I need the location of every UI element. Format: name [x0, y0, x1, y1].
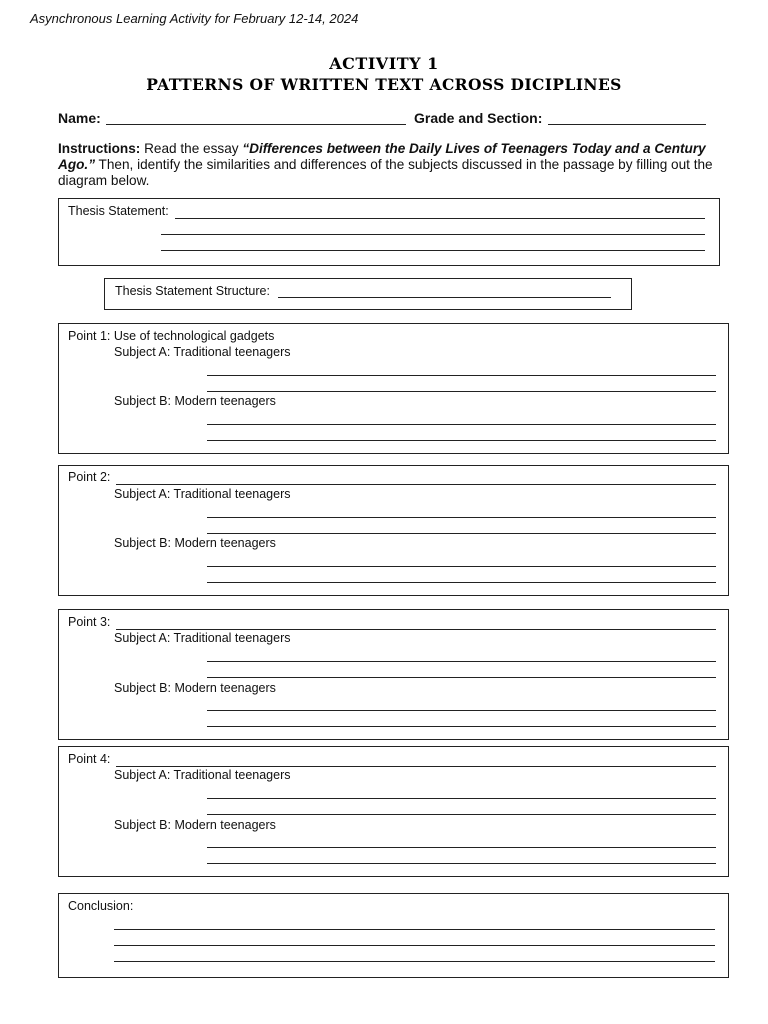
thesis-structure-box	[104, 278, 632, 310]
subject-a-line-1[interactable]	[207, 517, 716, 518]
point-box-4	[58, 746, 729, 877]
grade-label: Grade and Section:	[414, 110, 543, 126]
point-label: Point 3:	[68, 615, 111, 629]
point-label: Point 2:	[68, 470, 111, 484]
thesis-structure-line[interactable]	[278, 297, 611, 298]
subject-b-line-2[interactable]	[207, 440, 716, 441]
thesis-box	[58, 198, 720, 266]
name-label: Name:	[58, 110, 101, 126]
point-label: Point 1: Use of technological gadgets	[68, 329, 275, 343]
instructions-lead: Read the essay	[140, 141, 243, 156]
subject-b-line-1[interactable]	[207, 424, 716, 425]
subject-a-label: Subject A: Traditional teenagers	[114, 487, 291, 501]
point-box-1	[58, 323, 729, 454]
point-box-3	[58, 609, 729, 740]
conclusion-line-3[interactable]	[114, 961, 715, 962]
point-box-2	[58, 465, 729, 596]
point-title-line[interactable]	[116, 629, 716, 630]
point-title-line[interactable]	[116, 484, 716, 485]
header-note: Asynchronous Learning Activity for February 12-14, 2024	[30, 11, 359, 26]
conclusion-line-1[interactable]	[114, 929, 715, 930]
activity-subtitle: PATTERNS OF WRITTEN TEXT ACROSS DICIPLINES	[146, 75, 622, 94]
thesis-label: Thesis Statement:	[68, 204, 169, 218]
conclusion-line-2[interactable]	[114, 945, 715, 946]
subject-a-line-1[interactable]	[207, 661, 716, 662]
subject-a-label: Subject A: Traditional teenagers	[114, 345, 291, 359]
subject-b-label: Subject B: Modern teenagers	[114, 681, 276, 695]
thesis-structure-label: Thesis Statement Structure:	[115, 284, 270, 298]
instructions	[58, 141, 718, 189]
instructions-label: Instructions:	[58, 141, 141, 156]
subject-b-line-2[interactable]	[207, 726, 716, 727]
point-label: Point 4:	[68, 752, 111, 766]
subject-b-line-1[interactable]	[207, 566, 716, 567]
conclusion-label: Conclusion:	[68, 899, 134, 913]
instructions-rest: Then, identify the similarities and differences of the subjects discussed in the passage by filling out the diagram below.	[58, 157, 713, 188]
subject-b-label: Subject B: Modern teenagers	[114, 818, 276, 832]
grade-field[interactable]	[548, 124, 706, 125]
subject-b-label: Subject B: Modern teenagers	[114, 536, 276, 550]
activity-title: ACTIVITY 1	[329, 54, 439, 73]
subject-b-line-2[interactable]	[207, 582, 716, 583]
subject-b-line-2[interactable]	[207, 863, 716, 864]
subject-a-label: Subject A: Traditional teenagers	[114, 768, 291, 782]
subject-a-line-2[interactable]	[207, 533, 716, 534]
subject-a-line-1[interactable]	[207, 798, 716, 799]
subject-a-label: Subject A: Traditional teenagers	[114, 631, 291, 645]
subject-a-line-2[interactable]	[207, 677, 716, 678]
conclusion-box	[58, 893, 729, 978]
point-title-line[interactable]	[116, 766, 716, 767]
subject-b-line-1[interactable]	[207, 710, 716, 711]
essay-title: “Differences between the Daily Lives of Teenagers Today and a Century Ago.”	[58, 141, 706, 172]
subject-a-line-1[interactable]	[207, 375, 716, 376]
subject-a-line-2[interactable]	[207, 391, 716, 392]
thesis-line-1[interactable]	[175, 218, 705, 219]
subject-a-line-2[interactable]	[207, 814, 716, 815]
subject-b-label: Subject B: Modern teenagers	[114, 394, 276, 408]
name-field[interactable]	[106, 124, 406, 125]
subject-b-line-1[interactable]	[207, 847, 716, 848]
thesis-line-2[interactable]	[161, 234, 705, 235]
thesis-line-3[interactable]	[161, 250, 705, 251]
